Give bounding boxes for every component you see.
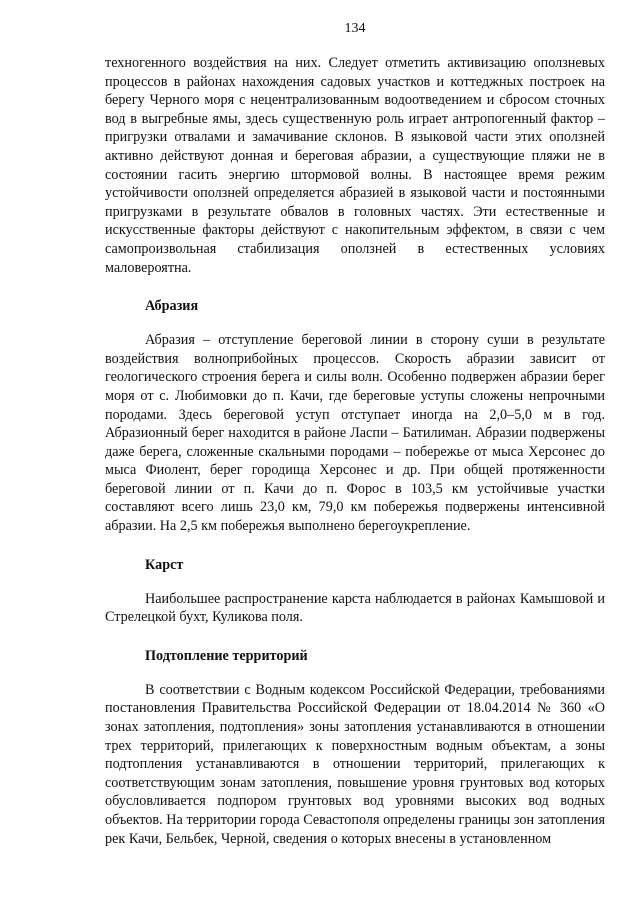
- document-page: [105, 20, 605, 848]
- paragraph-landslides: техногенного воздействия на них. Следует отметить активизацию оползневых процессов в районах нахождения садовых участков и коттеджных построек на берегу Черного моря с нецентрализованным водоотведением и сбросом сточных вод в выгребные ямы, здесь существенную роль играет антропогенный фактор – пригрузки отвалами и замачивание склонов. В языковой части этих оползней активно действуют донная и береговая абразии, а существующие пляжи не в состоянии гасить энергию штормовой волны. В настоящее время режим устойчивости оползней определяется абразией в языковой части и постоянными пригрузками в результате обвалов в головных частях. Эти естественные и искусственные факторы действуют с накопительным эффектом, в связи с чем самопроизвольная стабилизация оползней в естественных условиях маловероятна.: [105, 55, 605, 276]
- heading-abrasion: Абразия: [145, 298, 199, 315]
- paragraph-abrasion: Абразия – отступление береговой линии в сторону суши в результате воздействия волноприбойных процессов. Скорость абразии зависит от геологического строения берега и силы волн. Особенно подвержен абразии берег моря от с. Любимовки до п. Качи, где береговые уступы сложены непрочными породами. Здесь береговой уступ отступает иногда на 2,0–5,0 м в год. Абразионный берег находится в районе Ласпи – Батилиман. Абразии подвержены даже берега, сложенные скальными породами – побережье от мыса Херсонес до мыса Фиолент, берег городища Херсонес и др. При общей протяженности береговой линии от п. Качи до п. Форос в 103,5 км устойчивые участки составляют всего лишь 23,0 км, 79,0 км побережья подвержены интенсивной абразии. На 2,5 км побережья выполнено берегоукрепление.: [105, 332, 605, 535]
- paragraph-flooding: В соответствии с Водным кодексом Российской Федерации, требованиями постановления Правительства Российской Федерации от 18.04.2014 № 360 «О зонах затопления, подтопления» зоны затопления устанавливаются в отношении трех территорий, прилегающих к поверхностным водным объектам, а зоны подтопления устанавливаются в отношении территорий, прилегающих к соответствующим зонам затопления, повышение уровня грунтовых вод которых обусловливается подпором грунтовых вод уровнями высоких вод водных объектов. На территории города Севастополя определены границы зон затопления рек Качи, Бельбек, Черной, сведения о которых внесены в установленном: [105, 681, 605, 847]
- paragraph-karst: Наибольшее распространение карста наблюдается в районах Камышовой и Стрелецкой бухт, Куликова поля.: [105, 590, 605, 626]
- page-number: 134: [344, 21, 366, 36]
- heading-karst: Карст: [145, 556, 184, 573]
- heading-flooding: Подтопление территорий: [145, 647, 308, 664]
